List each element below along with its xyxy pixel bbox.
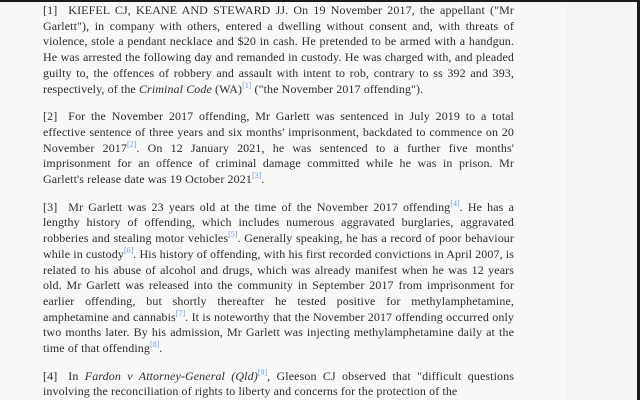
text-run: .	[159, 341, 163, 356]
paragraph-number: [4]	[43, 368, 58, 383]
text-run: .	[261, 172, 265, 187]
paragraph	[43, 369, 514, 400]
text-run: Mr Garlett was 23 years old at the time of the November 2017 offending	[68, 199, 451, 214]
footnote-marker[interactable]: [4]	[450, 198, 460, 208]
paragraph	[43, 200, 514, 357]
paragraph-number: [3]	[43, 199, 58, 214]
text-run: . Generally speaking, he has a record of poor behaviour while in custody	[43, 231, 514, 261]
footnote-marker[interactable]: [5]	[228, 230, 238, 240]
footnote-marker[interactable]: [6]	[123, 245, 134, 255]
text-run: . He has a lengthy history of offending, which includes numerous aggravated burglaries, aggravated robberies and stealing motor vehicles	[43, 199, 514, 246]
text-run: In	[68, 368, 85, 383]
text-run: ("the November 2017 offending").	[251, 81, 424, 96]
footnote-marker[interactable]: [8]	[149, 340, 160, 350]
text-run: , Gleeson CJ observed that "difficult questions involving the reconciliation of rights to liberty and concerns for the protection of the	[43, 368, 514, 399]
text-run: Criminal Code	[138, 81, 212, 96]
footnote-marker[interactable]: [3]	[251, 171, 262, 181]
footnote-marker[interactable]: [2]	[127, 139, 137, 149]
text-run: KIEFEL CJ, KEANE AND STEWARD JJ. On 19 November 2017, the appellant ("Mr Garlett"), in company with others, entered a dwelling without consent and, with threats of violence, stole a pendant necklace and $20 in cash. He pretended to be armed with a handgun. He was arrested the following day and remanded in custody. He was charged with, and pleaded guilty to, the offences of robbery and assault with intent to rob, contrary to ss 392 and 393, respectively, of the	[43, 3, 514, 96]
footnote-marker[interactable]: [1]	[242, 80, 252, 90]
paragraph	[43, 3, 514, 97]
footnote-marker[interactable]: [9]	[257, 367, 268, 377]
judgment-text	[43, 3, 514, 400]
window-top-border	[0, 0, 640, 2]
footnote-marker[interactable]: [7]	[175, 308, 186, 318]
text-run: . His history of offending, with his first recorded convictions in April 2007, is related to his abuse of alcohol and drugs, which was already manifest when he was 12 years old. Mr Garlett was released into the community in September 2017 from imprisonment for earlier offending, but shortly thereafter he tested positive for methylamphetamine, amphetamine and cannabis	[43, 246, 514, 324]
paragraph-number: [2]	[43, 109, 58, 124]
document-page	[0, 2, 566, 400]
text-run: (WA)	[211, 81, 243, 96]
text-run: . On 12 January 2021, he was sentenced to a further five months' imprisonment for an offence of criminal damage committed while he was in prison. Mr Garlett's release date was 19 October 2021	[43, 140, 514, 187]
text-run: For the November 2017 offending, Mr Garlett was sentenced in July 2019 to a total effective sentence of three years and six months' imprisonment, backdated to commence on 20 November 2017	[43, 109, 514, 155]
paragraph-number: [1]	[43, 3, 58, 17]
paragraph	[43, 109, 514, 188]
text-run: . It is noteworthy that the November 2017 offending occurred only two months later. By his admission, Mr Garlett was injecting methylamphetamine daily at the time of that offending	[43, 309, 514, 356]
text-run: Fardon v Attorney-General (Qld)	[84, 368, 258, 383]
